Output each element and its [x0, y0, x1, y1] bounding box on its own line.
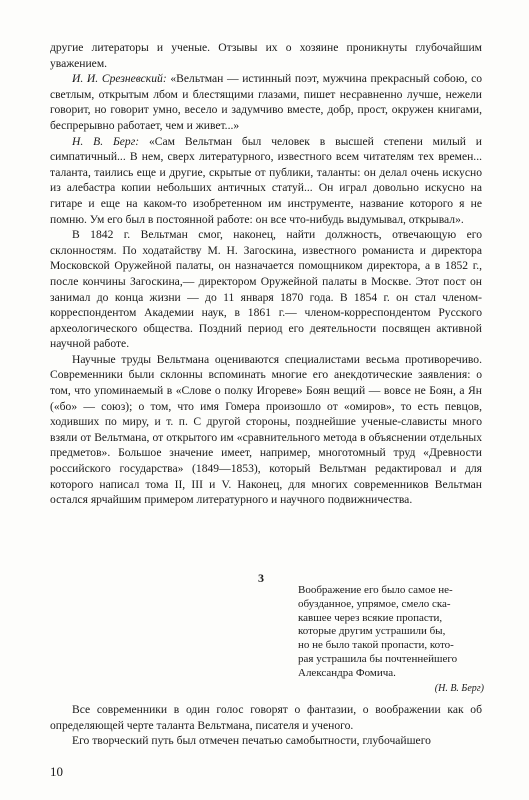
- paragraph-creative-path: Его творческий путь был отмечен печатью самобытности, глубочайшего: [72, 734, 431, 748]
- paragraph-continuation: другие литераторы и ученые. Отзывы их о хозяине проникнуты глубочайшим уважением.: [50, 41, 482, 70]
- epigraph-line: Воображение его было самое не-: [298, 584, 453, 596]
- speaker-name: Н. В. Берг:: [72, 134, 140, 148]
- paragraph-fantasy: Все современники в один голос говорят о фантазии, о воображении как об определяющей черте таланта Вельтмана, писателя и ученого.: [50, 703, 482, 732]
- quote-sreznevsky: [50, 71, 482, 133]
- epigraph-line: кавшее через всякие пропасти,: [298, 611, 443, 624]
- epigraph-line: обузданное, упрямое, смело ска-: [298, 597, 451, 610]
- paragraph-career: В 1842 г. Вельтман смог, наконец, найти должность, отвечающую его склонностям. По ходатайству М. Н. Загоскина, известного романиста и директора Московской Оружейной палаты, он назначается помощником директора, а в 1852 г., после кончины Загоскина,— директором Оружейной палаты в Москве. Этот пост он занимал до конца жизни — до 11 января 1870 года. В 1854 г. он стал членом-корреспондентом Академии наук, в 1861 г.— членом-корреспондентом Русского археологического общества. Поздний период его деятельности посвящен активной научной работе.: [50, 228, 482, 351]
- epigraph-line: рая устрашила бы почтеннейшего: [298, 652, 458, 665]
- epigraph-line: но не было такой пропасти, кото-: [298, 639, 454, 652]
- main-text-block: [50, 40, 482, 508]
- section-number: 3: [258, 571, 264, 585]
- paragraph-scientific-works: Научные труды Вельтмана оцениваются специалистами весьма противоречиво. Современники были склонны вспоминать многие его анекдотические заявления: о том, что упоминаемый в «Слове о полку Игореве» Боян вещий — вовсе не Боян, а Ян («бо» — союз); о том, что имя Гомера произошло от «омиров», то есть певцов, ходивших по миру, и т. п. С другой стороны, позднейшие ученые-слависты много взяли от Вельтмана, от открытого им «сравнительного метода в объяснении отдельных предметов». Большое значение имеет, например, многотомный труд «Древности российского государства» (1849—1853), который Вельтман редактировал и для которого написал тома II, III и V. Наконец, для многих современников Вельтман остался ярчайшим примером литературного и научного подвижничества.: [50, 352, 482, 507]
- quote-berg: [50, 134, 482, 228]
- epigraph-attribution: (Н. В. Берг): [434, 683, 484, 694]
- epigraph-line: Александра Фомича.: [298, 666, 396, 679]
- section-text-block: [50, 702, 482, 749]
- epigraph-line: которые другим устрашили бы,: [298, 625, 446, 638]
- speaker-name: И. И. Срезневский:: [72, 72, 167, 86]
- epigraph: [298, 584, 484, 681]
- quote-text: «Сам Вельтман был человек в высшей степени милый и симпатичный... В нем, сверх литературного, известного всем читателям тех времен... таланта, таились еще и другие, скрытые от публики, таланты: он делал очень искусно из алебастра копии небольших античных статуй... Он играл довольно искусно на гитаре и еще на каком-то изобретенном им инструменте, название которого я не помню. Ум его был в постоянной работе: он все что-нибудь выдумывал, открывал».: [50, 134, 482, 226]
- page-number: 10: [50, 764, 63, 779]
- quote-text: «Вельтман — истинный поэт, мужчина прекрасный собою, со светлым, открытым лбом и блестящими глазами, пишет несравненно лучше, нежели говорит, но говорит умно, весело и задумчиво вместе, добр, прост, окружен книгами, беспрерывно работает, чем и живет...»: [50, 72, 483, 132]
